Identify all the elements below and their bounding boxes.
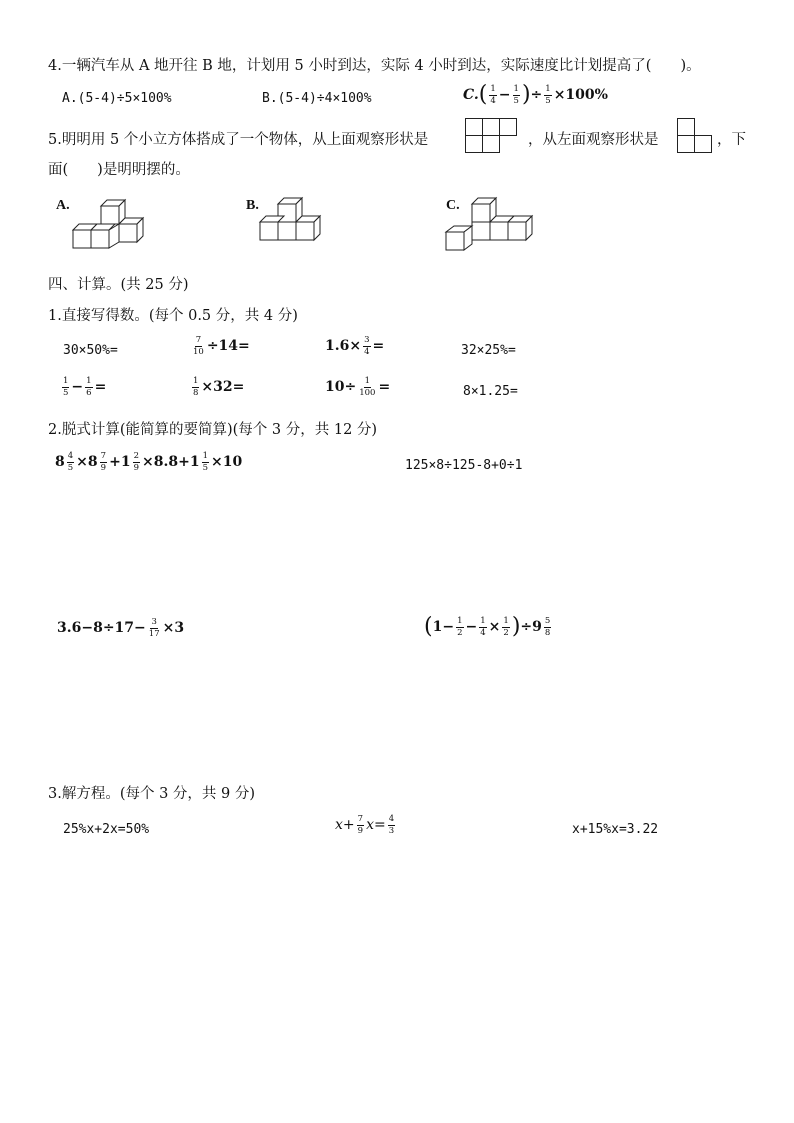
calc1-expression: 8 $\frac{4}{5}$ × 8 $\frac{7}{9}$ + 1 $\frac{2}{9}$ ×8.8+ 1 $\frac{1}{5}$ ×10 xyxy=(55,451,243,473)
section4-title: 四、计算。(共 25 分) xyxy=(48,277,189,293)
fraction: $\frac{1}{6}$ xyxy=(86,376,92,398)
q5-option-a-label: A. xyxy=(56,198,70,213)
fraction: $\frac{1}{5}$ xyxy=(63,376,69,398)
oral-r2c2: $\frac{1}{8}$ ×32= xyxy=(193,376,245,398)
q5-stem-part3: ，下 xyxy=(717,132,746,148)
oral-r2c3: 10÷ $\frac{1}{100}$ = xyxy=(325,376,391,398)
option-b-cube-figure xyxy=(257,196,327,246)
left-view-figure xyxy=(677,118,717,156)
fraction: $\frac{1}{100}$ xyxy=(359,376,376,398)
calc4-expression: (1− $\frac{1}{2}$ − $\frac{1}{4}$ × $\frac{1}{2}$ )÷ 9 $\frac{5}{8}$ xyxy=(424,614,551,639)
fraction: $\frac{7}{9}$ xyxy=(100,451,107,473)
fraction: $\frac{1}{2}$ xyxy=(457,616,463,638)
fraction: $\frac{4}{5}$ xyxy=(67,451,74,473)
top-view-figure xyxy=(465,118,521,156)
calc2-expression: 125×8÷125-8+0÷1 xyxy=(405,458,523,473)
q4-option-c-label: C. xyxy=(463,87,479,103)
option-c-cube-figure xyxy=(444,196,538,254)
q4-stem: 4.一辆汽车从 A 地开往 B 地，计划用 5 小时到达，实际 4 小时到达，实际速度比计划提高了( )。 xyxy=(48,58,701,74)
fraction: $\frac{7}{10}$ xyxy=(193,335,204,357)
equation-1: 25%x+2x=50% xyxy=(63,822,150,837)
fraction: $\frac{1}{2}$ xyxy=(503,616,509,638)
fraction: $\frac{1}{5}$ xyxy=(202,451,208,473)
oral-r2c1: $\frac{1}{5}$ − $\frac{1}{6}$ = xyxy=(63,376,107,398)
fraction: $\frac{3}{4}$ xyxy=(364,335,370,357)
fraction: $\frac{4}{3}$ xyxy=(388,814,395,836)
fraction: $\frac{1}{4}$ xyxy=(480,616,486,638)
q5-stem-part1: 5.明明用 5 个小立方体搭成了一个物体，从上面观察形状是 xyxy=(48,132,429,148)
fraction: $\frac{1}{5}$ xyxy=(513,84,519,106)
oral-r1c3: 1.6× $\frac{3}{4}$ = xyxy=(325,335,385,357)
fraction: $\frac{1}{8}$ xyxy=(193,376,199,398)
fraction: $\frac{2}{9}$ xyxy=(133,451,139,473)
oral-r1c1: 30×50%= xyxy=(63,343,118,358)
calc3-expression: 3.6−8÷17− $\frac{3}{17}$ ×3 xyxy=(57,617,185,639)
fraction: $\frac{1}{4}$ xyxy=(490,84,496,106)
q4-option-c: C.( $\frac{1}{4}$ − $\frac{1}{5}$ )÷ $\frac{1}{5}$ ×100% xyxy=(463,82,608,107)
sub3-title: 3.解方程。(每个 3 分，共 9 分) xyxy=(48,786,256,802)
fraction: $\frac{1}{5}$ xyxy=(545,84,551,106)
oral-r1c2: $\frac{7}{10}$ ÷14= xyxy=(193,335,250,357)
oral-r2c4: 8×1.25= xyxy=(463,384,518,399)
q5-stem-part2: ，从左面观察形状是 xyxy=(528,132,659,148)
equation-2: x+ $\frac{7}{9}$ x= $\frac{4}{3}$ xyxy=(335,814,395,836)
equation-3: x+15%x=3.22 xyxy=(572,822,659,837)
option-a-cube-figure xyxy=(72,196,148,254)
oral-r1c4: 32×25%= xyxy=(461,343,516,358)
fraction: $\frac{5}{8}$ xyxy=(544,616,551,638)
q4-option-b: B.(5-4)÷4×100% xyxy=(262,91,372,106)
q5-option-b-label: B. xyxy=(246,198,259,213)
fraction: $\frac{7}{9}$ xyxy=(357,814,364,836)
sub1-title: 1.直接写得数。(每个 0.5 分，共 4 分) xyxy=(48,308,298,324)
sub2-title: 2.脱式计算(能简算的要简算)(每个 3 分，共 12 分) xyxy=(48,422,378,438)
q5-option-c-label: C. xyxy=(446,198,460,213)
fraction: $\frac{3}{17}$ xyxy=(148,617,160,639)
q5-stem-line2: 面( )是明明摆的。 xyxy=(48,162,190,178)
q4-option-a: A.(5-4)÷5×100% xyxy=(62,91,172,106)
